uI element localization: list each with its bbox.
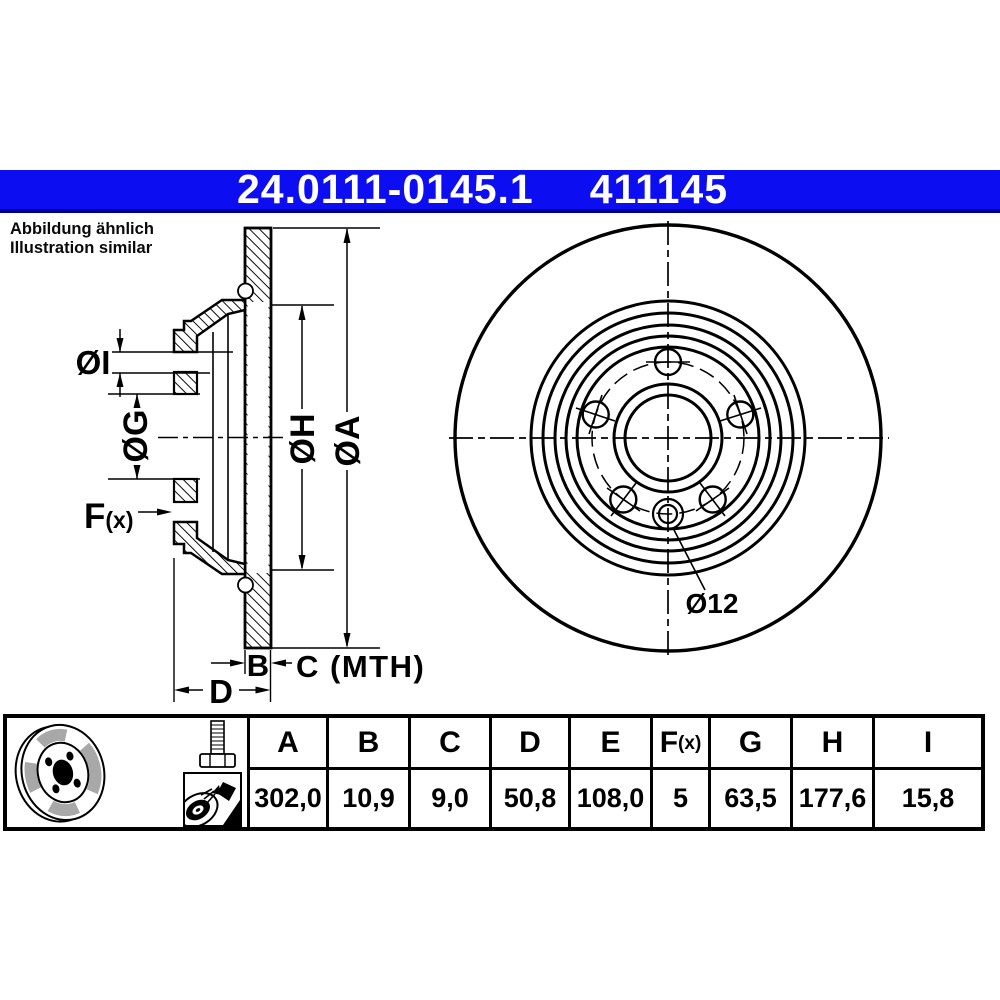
header-cell-e: E [568,718,650,770]
dim-label-b: B [246,648,270,683]
dim-label-dia-a: ØA [329,415,367,467]
value-cell-f: 5 [650,770,708,827]
note-line-de: Abbildung ähnlich [10,220,154,238]
catalog-number: 411145 [589,166,729,212]
header-cell-f: F (x) [650,718,708,770]
value-cell-e: 108,0 [568,770,650,827]
disc-3d-icon [11,722,111,824]
dim-label-dia-h: ØH [284,413,322,465]
hub-wall-upper [174,372,197,394]
dim-label-dia-i: ØI [75,344,111,381]
header-cell-h: H [790,718,872,770]
value-cell-g: 63,5 [708,770,790,827]
hat-upper-wall [174,300,245,352]
dim-label-dia-g: ØG [117,409,155,463]
header-cell-a: A [247,718,326,770]
value-cell-i: 15,8 [872,770,981,827]
value-cell-h: 177,6 [790,770,872,827]
value-cell-c: 9,0 [408,770,489,827]
header-cell-g: G [708,718,790,770]
dim-label-f: F(x) [84,497,134,536]
header-cell-i: I [872,718,981,770]
dim-label-c: C (MTH) [296,649,426,684]
product-icon-cell [7,718,247,827]
header-cell-d: D [489,718,568,770]
cross-section-view [76,228,426,710]
lubricant-icon [183,772,242,827]
hub-wall-lower [174,479,197,502]
screw-hole-label: Ø12 [685,588,739,619]
front-view [449,221,889,657]
note-line-en: Illustration similar [10,239,153,257]
value-cell-b: 10,9 [326,770,408,827]
value-cell-a: 302,0 [247,770,326,827]
header-cell-c: C [408,718,489,770]
hat-lower-wall [174,522,245,574]
dim-label-d: D [209,673,233,710]
spec-table [3,714,985,831]
bolt-icon [195,720,239,772]
value-cell-d: 50,8 [489,770,568,827]
part-number: 24.0111-0145.1 [237,166,534,212]
header-cell-b: B [326,718,408,770]
